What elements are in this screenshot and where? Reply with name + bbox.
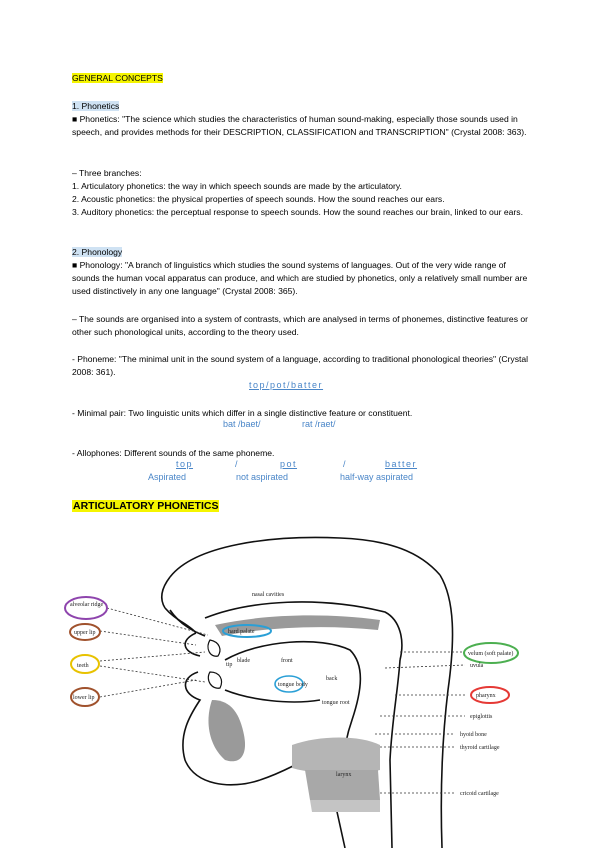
phoneme-text: - Phoneme: "The minimal unit in the sound system of a language, according to traditional phonological theories" (Crystal 2008: 361). — [72, 354, 529, 377]
label-hyoid-bone: hyoid bone — [460, 732, 487, 738]
allophone-label-half-way: half-way aspirated — [340, 472, 414, 482]
branch-acoustic: 2. Acoustic phonetics: the physical properties of speech sounds. How the sound reaches our ears. — [72, 194, 445, 204]
label-thyroid-cartilage: thyroid cartilage — [460, 745, 500, 751]
branch-articulatory: 1. Articulatory phonetics: the way in which speech sounds are made by the articulatory. — [72, 181, 402, 191]
label-epiglottis: epiglottis — [470, 714, 493, 720]
allophone-slash-2: / — [343, 459, 346, 469]
label-alveolar-ridge: alveolar ridge — [70, 602, 104, 608]
jaw-shading — [208, 700, 245, 761]
cricoid-shading — [310, 800, 380, 812]
label-back: back — [326, 676, 338, 682]
allophone-word-top: top — [176, 459, 194, 469]
allophone-word-pot: pot — [280, 459, 298, 469]
articulatory-heading: ARTICULATORY PHONETICS — [73, 500, 219, 512]
label-nasal-cavities: nasal cavities — [252, 592, 285, 598]
label-hard-palate: hard palate — [228, 629, 255, 635]
general-concepts-title: GENERAL CONCEPTS — [72, 73, 163, 83]
label-tongue-root: tongue root — [322, 700, 350, 706]
label-lower-lip: lower lip — [73, 695, 95, 701]
allophone-label-aspirated: Aspirated — [148, 472, 187, 482]
label-tip: tip — [226, 662, 233, 668]
minimal-pair-rat: rat /raet/ — [302, 419, 336, 429]
label-tongue-body: tongue body — [278, 682, 308, 688]
label-teeth: teeth — [77, 663, 89, 669]
contrasts-text: – The sounds are organised into a system of contrasts, which are analysed in terms of phonemes, distinctive features or other such phonological units, according to the theory used. — [72, 314, 529, 337]
allophone-slash-1: / — [235, 459, 238, 469]
minimal-pair-bat: bat /baet/ — [223, 419, 261, 429]
allophone-label-not-aspirated: not aspirated — [236, 472, 289, 482]
minimal-pair-text: - Minimal pair: Two linguistic units which differ in a single distinctive feature or constituent. — [72, 408, 413, 418]
phonetics-heading: 1. Phonetics — [72, 101, 120, 111]
label-pharynx: pharynx — [476, 693, 496, 699]
head-outline — [162, 537, 453, 848]
label-blade: blade — [237, 658, 250, 664]
phonology-definition: ■ Phonology: "A branch of linguistics which studies the sound systems of languages. Out of the very wide range of sounds the human vocal apparatus can produce, and which are studied by phonetics, only a relatively small number are used distinctively in any one language" (Crystal 2008: 365). — [72, 260, 528, 296]
label-lines — [100, 608, 465, 793]
hyoid-shading — [292, 738, 380, 774]
lower-teeth — [208, 672, 221, 688]
allophones-text: - Allophones: Different sounds of the same phoneme. — [72, 448, 275, 458]
label-larynx: larynx — [336, 772, 352, 778]
branches-intro: – Three branches: — [72, 168, 142, 178]
phoneme-example: top/pot/batter — [249, 380, 324, 390]
label-front: front — [281, 658, 293, 664]
label-uvula: uvula — [470, 663, 484, 669]
upper-teeth — [208, 640, 220, 656]
allophone-word-batter: batter — [385, 459, 418, 469]
phonetics-definition: ■ Phonetics: "The science which studies the characteristics of human sound-making, especially those sounds used in speech, and provides methods for their DESCRIPTION, CLASSIFICATION and TRANSCRIPTION" (Crystal 2008: 363). — [72, 114, 527, 137]
label-upper-lip: upper lip — [74, 630, 96, 636]
alveolar-ridge-circle — [65, 597, 107, 619]
label-velum: velum (soft palate) — [468, 651, 514, 657]
branch-auditory: 3. Auditory phonetics: the perceptual response to speech sounds. How the sound reaches our brain, linked to our ears. — [72, 207, 523, 217]
label-cricoid-cartilage: cricoid cartilage — [460, 791, 499, 797]
phonology-heading: 2. Phonology — [72, 247, 123, 257]
